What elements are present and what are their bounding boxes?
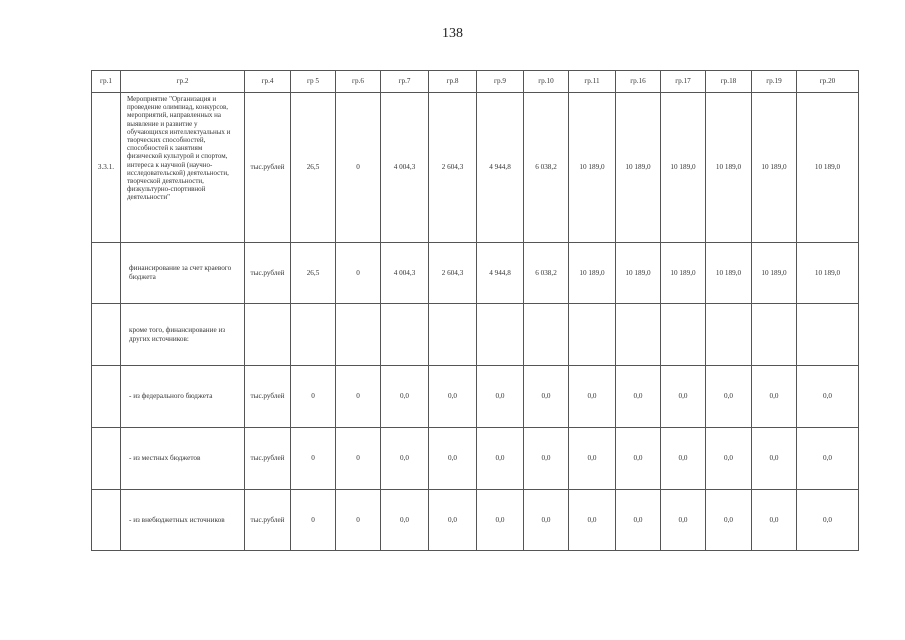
- value-cell: 10 189,0: [706, 243, 752, 304]
- value-cell: 10 189,0: [569, 93, 616, 243]
- row-unit: тыс.рублей: [245, 366, 291, 428]
- value-cell: 0,0: [524, 428, 569, 490]
- value-cell: 0,0: [429, 490, 477, 551]
- table-row: [92, 304, 859, 366]
- value-cell: 0,0: [661, 490, 706, 551]
- value-cell: 0,0: [381, 366, 429, 428]
- row-unit: тыс.рублей: [245, 428, 291, 490]
- table-row: [92, 490, 859, 551]
- row-name: финансирование за счет краевого бюджета: [121, 243, 245, 304]
- value-cell: 0,0: [752, 490, 797, 551]
- value-cell: 10 189,0: [752, 93, 797, 243]
- value-cell: 6 038,2: [524, 243, 569, 304]
- value-cell: 0,0: [524, 366, 569, 428]
- financing-table: [91, 70, 859, 551]
- value-cell: 0,0: [752, 366, 797, 428]
- value-cell: 0,0: [569, 490, 616, 551]
- column-header: гр.20: [797, 71, 859, 93]
- column-header: гр.7: [381, 71, 429, 93]
- value-cell: 4 004,3: [381, 93, 429, 243]
- value-cell: 26,5: [291, 93, 336, 243]
- value-cell: 0: [291, 428, 336, 490]
- value-cell: [524, 304, 569, 366]
- value-cell: 0,0: [616, 366, 661, 428]
- column-header: гр.18: [706, 71, 752, 93]
- value-cell: 10 189,0: [797, 243, 859, 304]
- column-header: гр.8: [429, 71, 477, 93]
- value-cell: [706, 304, 752, 366]
- row-code: [92, 243, 121, 304]
- value-cell: 0: [291, 366, 336, 428]
- value-cell: 10 189,0: [569, 243, 616, 304]
- value-cell: [477, 304, 524, 366]
- value-cell: 0,0: [569, 366, 616, 428]
- value-cell: 0: [336, 243, 381, 304]
- table-row: [92, 428, 859, 490]
- value-cell: [336, 304, 381, 366]
- value-cell: [752, 304, 797, 366]
- column-header: гр.16: [616, 71, 661, 93]
- table-row: [92, 366, 859, 428]
- value-cell: 0,0: [477, 366, 524, 428]
- row-unit: тыс.рублей: [245, 243, 291, 304]
- row-code: [92, 366, 121, 428]
- value-cell: 0,0: [706, 366, 752, 428]
- table-row: [92, 93, 859, 243]
- column-header: гр.9: [477, 71, 524, 93]
- column-header: гр.6: [336, 71, 381, 93]
- value-cell: 0,0: [706, 490, 752, 551]
- value-cell: 0,0: [797, 366, 859, 428]
- value-cell: 10 189,0: [752, 243, 797, 304]
- row-name: кроме того, финансирование из других источников:: [121, 304, 245, 366]
- row-code: [92, 428, 121, 490]
- value-cell: [569, 304, 616, 366]
- value-cell: [381, 304, 429, 366]
- row-name: - из федерального бюджета: [121, 366, 245, 428]
- value-cell: 0,0: [616, 428, 661, 490]
- value-cell: 0: [336, 93, 381, 243]
- value-cell: 0,0: [661, 366, 706, 428]
- column-header: гр.19: [752, 71, 797, 93]
- value-cell: 0: [336, 366, 381, 428]
- value-cell: 10 189,0: [616, 93, 661, 243]
- column-header: гр 5: [291, 71, 336, 93]
- column-header: гр.17: [661, 71, 706, 93]
- value-cell: 0,0: [381, 490, 429, 551]
- value-cell: 0,0: [797, 428, 859, 490]
- row-name: - из местных бюджетов: [121, 428, 245, 490]
- value-cell: 26,5: [291, 243, 336, 304]
- value-cell: [661, 304, 706, 366]
- value-cell: 0,0: [752, 428, 797, 490]
- value-cell: [429, 304, 477, 366]
- value-cell: 0: [291, 490, 336, 551]
- value-cell: 10 189,0: [661, 243, 706, 304]
- row-unit: тыс.рублей: [245, 490, 291, 551]
- value-cell: 10 189,0: [616, 243, 661, 304]
- table-row: [92, 243, 859, 304]
- column-header: гр.1: [92, 71, 121, 93]
- value-cell: 0,0: [524, 490, 569, 551]
- value-cell: [291, 304, 336, 366]
- value-cell: 0,0: [381, 428, 429, 490]
- column-header: гр.10: [524, 71, 569, 93]
- value-cell: 10 189,0: [797, 93, 859, 243]
- value-cell: 4 944,8: [477, 93, 524, 243]
- value-cell: 2 604,3: [429, 243, 477, 304]
- value-cell: 0: [336, 490, 381, 551]
- value-cell: 0,0: [797, 490, 859, 551]
- column-header: гр.2: [121, 71, 245, 93]
- row-code: [92, 490, 121, 551]
- value-cell: 0,0: [477, 490, 524, 551]
- value-cell: 4 944,8: [477, 243, 524, 304]
- column-header: гр.4: [245, 71, 291, 93]
- value-cell: 0,0: [661, 428, 706, 490]
- value-cell: 0,0: [616, 490, 661, 551]
- value-cell: 0,0: [477, 428, 524, 490]
- column-header: гр.11: [569, 71, 616, 93]
- value-cell: [797, 304, 859, 366]
- value-cell: 0,0: [429, 366, 477, 428]
- value-cell: 4 004,3: [381, 243, 429, 304]
- row-code: 3.3.1.: [92, 93, 121, 243]
- row-unit: тыс.рублей: [245, 93, 291, 243]
- value-cell: 0,0: [429, 428, 477, 490]
- value-cell: 0,0: [569, 428, 616, 490]
- value-cell: [616, 304, 661, 366]
- value-cell: 0,0: [706, 428, 752, 490]
- table-header-row: [92, 71, 859, 93]
- page-number: 138: [442, 26, 463, 41]
- value-cell: 6 038,2: [524, 93, 569, 243]
- row-code: [92, 304, 121, 366]
- row-unit: [245, 304, 291, 366]
- row-name: Мероприятие "Организация и проведение олимпиад, конкурсов, мероприятий, направленных на выявление и развитие у обучающихся интеллектуальных и творческих способностей, способностей к занятиям физической культурой и спортом, интереса к научной (научно-исследовательской) деятельности, творческой деятельности, физкультурно-спортивной деятельности": [121, 93, 245, 243]
- value-cell: 2 604,3: [429, 93, 477, 243]
- row-name: - из внебюджетных источников: [121, 490, 245, 551]
- value-cell: 0: [336, 428, 381, 490]
- value-cell: 10 189,0: [661, 93, 706, 243]
- value-cell: 10 189,0: [706, 93, 752, 243]
